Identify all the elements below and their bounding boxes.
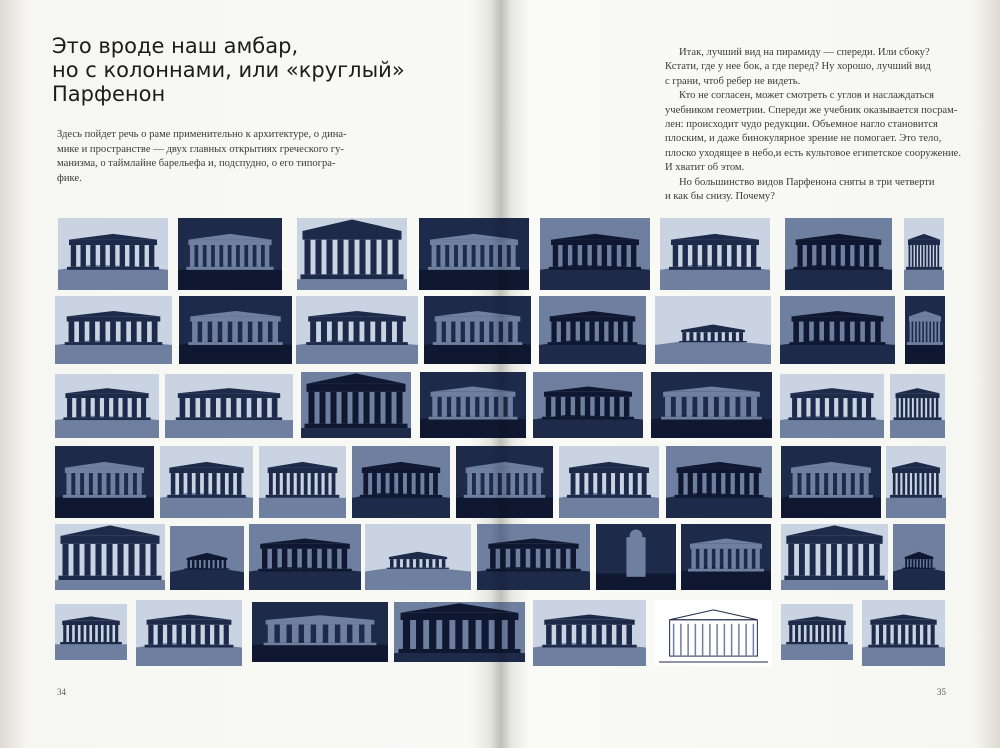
parthenon-photo	[905, 296, 945, 364]
title-line: Это вроде наш амбар,	[52, 34, 299, 58]
photo-image	[297, 218, 407, 290]
photo-image	[136, 600, 242, 666]
photo-image	[651, 372, 772, 438]
parthenon-photo	[352, 446, 450, 518]
book-gutter	[490, 0, 512, 748]
parthenon-photo	[886, 446, 946, 518]
parthenon-photo	[55, 446, 154, 518]
parthenon-photo	[419, 218, 529, 290]
parthenon-photo	[781, 446, 881, 518]
text-line: учебником геометрии. Спереди же учебник оказывается посрам-	[665, 104, 958, 116]
photo-image	[785, 218, 892, 290]
photo-image	[178, 218, 282, 290]
lead-line: Здесь пойдет речь о раме применительно к архитектуре, о дина-	[57, 129, 347, 140]
photo-image	[55, 524, 165, 590]
parthenon-photo	[170, 526, 244, 590]
parthenon-photo	[780, 296, 895, 364]
photo-image	[781, 604, 853, 660]
photo-image	[424, 296, 531, 364]
photo-image	[55, 296, 172, 364]
parthenon-photo	[55, 374, 159, 438]
photo-image	[540, 218, 650, 290]
photo-image	[55, 374, 159, 438]
parthenon-photo	[681, 524, 771, 590]
title-line: Парфенон	[52, 82, 166, 106]
photo-image	[539, 296, 646, 364]
parthenon-photo	[596, 524, 676, 590]
photo-image	[660, 218, 770, 290]
parthenon-photo	[780, 374, 884, 438]
photo-image	[655, 600, 772, 666]
parthenon-photo	[55, 296, 172, 364]
text-line: с грани, чтоб ребер не видеть.	[665, 75, 801, 87]
text-line: и как бы снизу. Почему?	[665, 191, 775, 203]
photo-image	[681, 524, 771, 590]
parthenon-photo	[296, 296, 418, 364]
lead-line: фике.	[57, 172, 82, 184]
parthenon-photo	[540, 218, 650, 290]
photo-image	[781, 446, 881, 518]
photo-image	[905, 296, 945, 364]
parthenon-photo	[165, 374, 293, 438]
parthenon-photo	[539, 296, 646, 364]
photo-image	[170, 526, 244, 590]
parthenon-photo	[893, 524, 945, 590]
parthenon-photo	[785, 218, 892, 290]
parthenon-photo	[781, 604, 853, 660]
parthenon-photo	[179, 296, 292, 364]
parthenon-photo	[660, 218, 770, 290]
photo-image	[559, 446, 659, 518]
title-line: но с колоннами, или «круглый»	[52, 58, 405, 82]
photo-image	[352, 446, 450, 518]
text-line: плоско уходящее в небо,и есть культовое египетское сооружение.	[665, 147, 962, 159]
page-number-right: 35	[937, 687, 946, 697]
photo-image	[419, 218, 529, 290]
photo-image	[596, 524, 676, 590]
parthenon-photo	[252, 602, 388, 662]
photo-image	[252, 602, 388, 662]
photo-image	[890, 374, 945, 438]
parthenon-photo	[259, 446, 346, 518]
photo-image	[55, 446, 154, 518]
photo-image	[780, 296, 895, 364]
photo-image	[160, 446, 253, 518]
page-number-left: 34	[57, 687, 66, 697]
parthenon-photo	[781, 524, 888, 590]
photo-image	[533, 372, 643, 438]
photo-image	[886, 446, 946, 518]
photo-image	[780, 374, 884, 438]
photo-image	[862, 600, 945, 666]
parthenon-photo	[651, 372, 772, 438]
photo-image	[58, 218, 168, 290]
text-line: Кстати, где у нее бок, а где перед? Ну хорошо, лучший вид	[665, 61, 931, 73]
parthenon-photo	[301, 372, 411, 438]
photo-image	[249, 524, 361, 590]
parthenon-photo	[58, 218, 168, 290]
parthenon-photo	[533, 600, 646, 666]
text-line: плоским, и даже бинокулярное зрение не помогает. Это тело,	[665, 133, 942, 145]
parthenon-photo	[365, 524, 471, 590]
photo-image	[179, 296, 292, 364]
text-line: Кто не согласен, может смотреть с углов и наслаждаться	[679, 90, 934, 102]
photo-image	[533, 600, 646, 666]
photo-image	[301, 372, 411, 438]
photo-image	[296, 296, 418, 364]
parthenon-photo	[533, 372, 643, 438]
parthenon-photo	[178, 218, 282, 290]
photo-image	[893, 524, 945, 590]
parthenon-photo	[424, 296, 531, 364]
parthenon-photo	[655, 296, 771, 364]
parthenon-photo	[559, 446, 659, 518]
photo-image	[165, 374, 293, 438]
text-line: И хватит об этом.	[665, 162, 745, 174]
parthenon-photo	[160, 446, 253, 518]
parthenon-photo	[249, 524, 361, 590]
parthenon-photo	[55, 524, 165, 590]
text-line: Но большинство видов Парфенона сняты в три четверти	[679, 176, 935, 188]
text-line: лен: происходит чудо редукции. Объемное нагло становится	[665, 119, 938, 131]
lead-line: мике и пространстве — двух главных открытиях греческого гу-	[57, 143, 344, 155]
photo-image	[904, 218, 944, 290]
photo-image	[55, 604, 127, 660]
parthenon-photo	[136, 600, 242, 666]
photo-image	[781, 524, 888, 590]
lead-line: манизма, о таймлайне барельефа и, подспудно, о его типогра-	[57, 158, 336, 169]
photo-image	[259, 446, 346, 518]
parthenon-photo	[890, 374, 945, 438]
parthenon-photo	[666, 446, 772, 518]
photo-image	[365, 524, 471, 590]
parthenon-photo	[297, 218, 407, 290]
parthenon-photo	[862, 600, 945, 666]
photo-image	[666, 446, 772, 518]
parthenon-photo	[904, 218, 944, 290]
text-line: Итак, лучший вид на пирамиду — спереди. Или сбоку?	[679, 47, 930, 58]
photo-image	[655, 296, 771, 364]
elevation-drawing	[655, 600, 772, 666]
parthenon-photo	[55, 604, 127, 660]
